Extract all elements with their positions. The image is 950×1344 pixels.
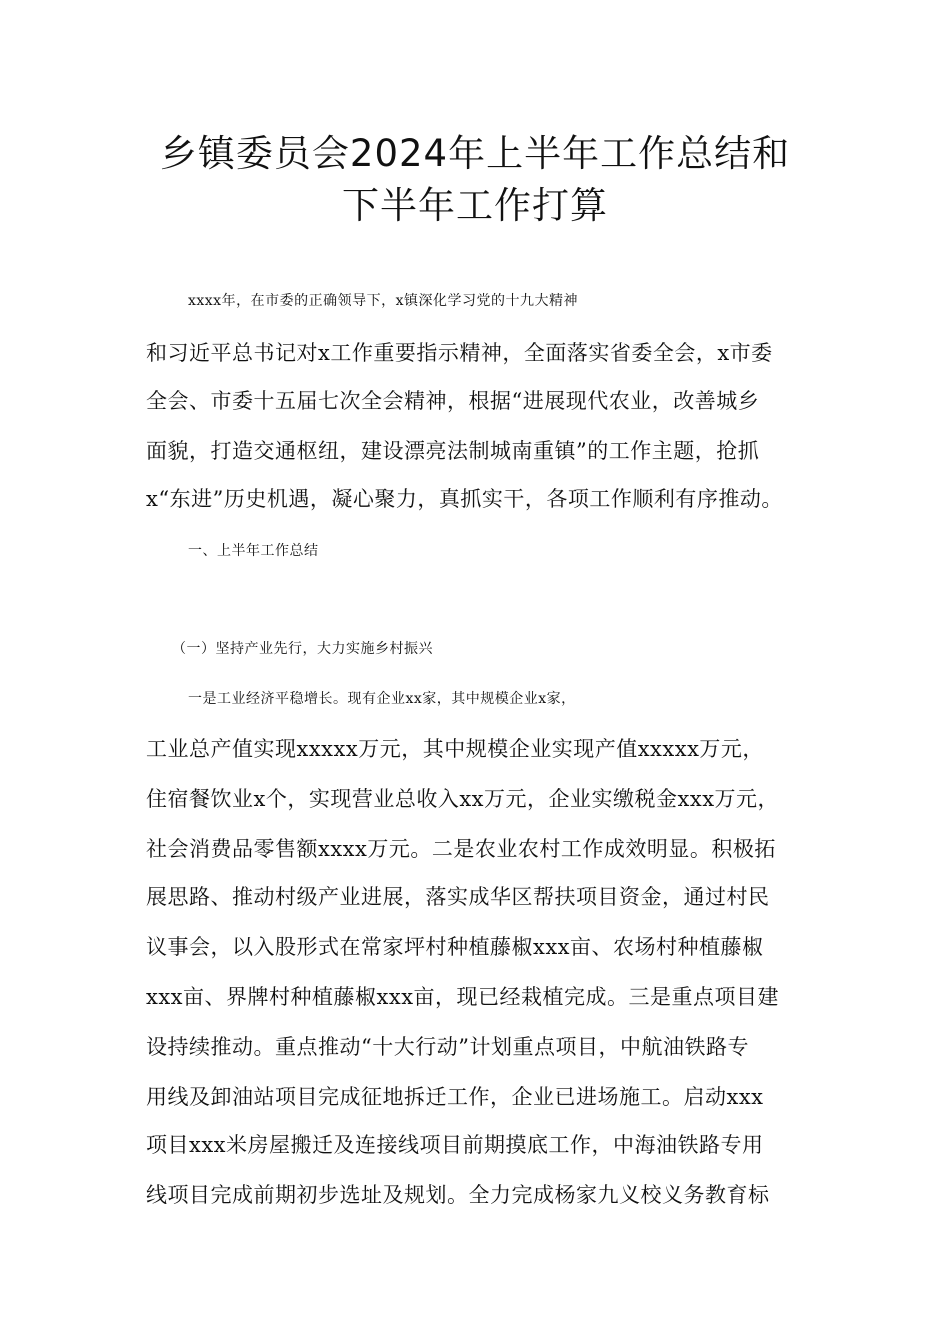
- document-title-line-2: 下半年工作打算: [342, 184, 608, 227]
- intro-line: x“东进”历史机遇，凝心聚力，真抓实干，各项工作顺利有序推动。: [146, 487, 783, 511]
- body-line: 工业总产值实现xxxxx万元，其中规模企业实现产值xxxxx万元，: [146, 737, 764, 761]
- body-line: 线项目完成前期初步选址及规划。全力完成杨家九义校义务教育标: [146, 1183, 770, 1207]
- body-line: xxx亩、界牌村种植藤椒xxx亩，现已经栽植完成。三是重点项目建: [146, 985, 780, 1009]
- body-line: 设持续推动。重点推动“十大行动”计划重点项目，中航油铁路专: [146, 1035, 749, 1059]
- body-line: 社会消费品零售额xxxx万元。二是农业农村工作成效明显。积极拓: [146, 837, 776, 861]
- section-heading: 一、上半年工作总结: [188, 543, 319, 559]
- intro-line: 和习近平总书记对x工作重要指示精神，全面落实省委全会，x市委: [146, 341, 773, 365]
- document-title-line-1: 乡镇委员会2024年上半年工作总结和: [159, 132, 791, 175]
- body-line: 一是工业经济平稳增长。现有企业xx家，其中规模企业x家，: [188, 691, 576, 707]
- body-line: 用线及卸油站项目完成征地拆迁工作，企业已进场施工。启动xxx: [146, 1085, 764, 1109]
- intro-line: 全会、市委十五届七次全会精神，根据“进展现代农业，改善城乡: [146, 389, 760, 413]
- subsection-heading: （一）坚持产业先行，大力实施乡村振兴: [172, 641, 433, 657]
- intro-line: 面貌，打造交通枢纽，建设漂亮法制城南重镇”的工作主题，抢抓: [146, 439, 760, 463]
- intro-line: xxxx年，在市委的正确领导下，x镇深化学习党的十九大精神: [188, 293, 578, 309]
- body-line: 项目xxx米房屋搬迁及连接线项目前期摸底工作，中海油铁路专用: [146, 1133, 764, 1157]
- body-line: 议事会，以入股形式在常家坪村种植藤椒xxx亩、农场村种植藤椒: [146, 935, 764, 959]
- body-line: 住宿餐饮业x个，实现营业总收入xx万元，企业实缴税金xxx万元，: [146, 787, 780, 811]
- body-line: 展思路、推动村级产业进展，落实成华区帮扶项目资金，通过村民: [146, 885, 770, 909]
